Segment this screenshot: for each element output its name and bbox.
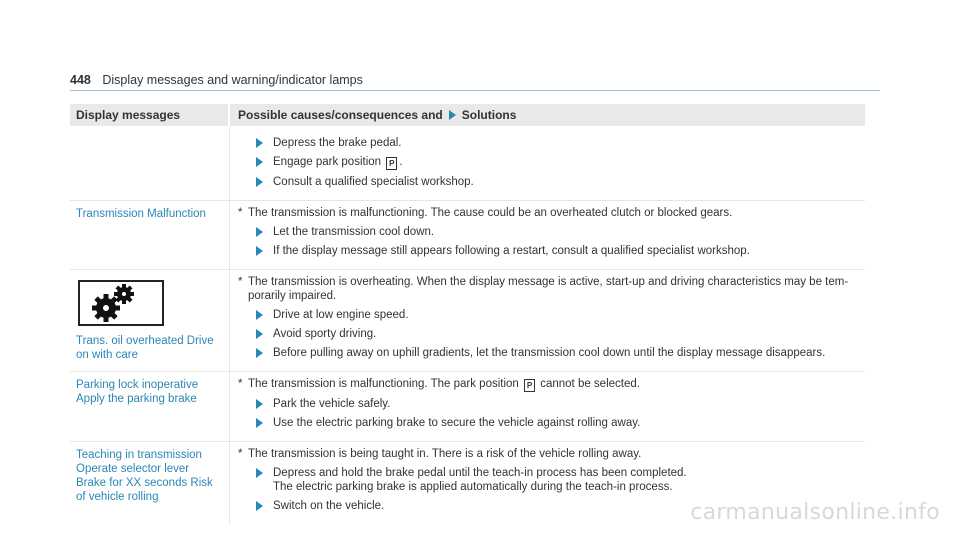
- display-message-text: Trans. oil overheated Drive: [76, 335, 214, 347]
- solution-arrow-icon: [256, 418, 263, 428]
- display-message-text: Teaching in transmission: [76, 449, 202, 461]
- solution-step: If the display message still appears following a restart, consult a qualified specialist workshop.: [230, 244, 865, 258]
- solution-step: Avoid sporty driving.: [230, 327, 865, 341]
- message-cell: [70, 126, 230, 200]
- cause-text: * The transmission is malfunctioning. The cause could be an overheated clutch or blocked gears.: [238, 207, 733, 219]
- message-cell: [70, 372, 230, 441]
- solution-arrow-icon: [256, 329, 263, 339]
- cause-text: * The transmission is being taught in. There is a risk of the vehicle rolling away.: [238, 448, 642, 460]
- display-message-text: Operate selector lever: [76, 463, 190, 475]
- page-number: 448: [70, 73, 91, 87]
- solution-arrow-icon: [256, 157, 263, 167]
- solution-arrow-icon: [256, 246, 263, 256]
- solution-step: Consult a qualified specialist workshop.: [230, 175, 865, 189]
- solution-arrow-icon: [256, 501, 263, 511]
- column-header-causes: Possible causes/consequences and Solutions: [238, 108, 517, 122]
- cause-text: * The transmission is malfunctioning. The park position P cannot be selected.: [238, 378, 640, 390]
- column-header-display-messages: Display messages: [70, 104, 230, 126]
- display-messages-table: [70, 104, 865, 524]
- message-cell: [70, 270, 230, 371]
- solution-step: Drive at low engine speed.: [230, 308, 865, 322]
- park-position-icon: P: [386, 157, 397, 170]
- solution-arrow-icon: [256, 399, 263, 409]
- solution-step: Engage park position P .: [230, 155, 865, 170]
- solution-arrow-icon: [256, 138, 263, 148]
- display-message-text: on with care: [76, 349, 139, 361]
- solution-cell: [230, 201, 865, 269]
- solution-arrow-icon: [449, 110, 456, 120]
- solution-arrow-icon: [256, 468, 263, 478]
- park-position-icon: P: [524, 379, 535, 392]
- solution-arrow-icon: [256, 310, 263, 320]
- page-title: Display messages and warning/indicator lamps: [102, 73, 363, 87]
- solution-step: Before pulling away on uphill gradients, let the transmission cool down until the display message disappears.: [230, 346, 865, 360]
- solution-cell: [230, 126, 865, 200]
- solution-step: Depress the brake pedal.: [230, 136, 865, 150]
- message-cell: [70, 442, 230, 524]
- display-message-text: Brake for XX seconds Risk: [76, 477, 213, 489]
- solution-arrow-icon: [256, 348, 263, 358]
- page-header: [70, 73, 363, 87]
- solution-cell: [230, 270, 865, 371]
- watermark: carmanualsonline.info: [690, 500, 940, 525]
- table-row: [70, 126, 865, 201]
- table-row: [70, 372, 865, 442]
- cause-text: * The transmission is overheating. When the display message is active, start-up and driving characteristics may be tem-porarily impaired.: [238, 276, 849, 302]
- solution-step: Let the transmission cool down.: [230, 225, 865, 239]
- solution-step: Switch on the vehicle.: [230, 499, 865, 513]
- table-row: [70, 270, 865, 372]
- table-header: [70, 104, 865, 126]
- display-message-text: Parking lock inoperative: [76, 379, 199, 391]
- transmission-overheat-icon: [78, 280, 164, 326]
- display-message-text: of vehicle rolling: [76, 491, 159, 503]
- message-cell: [70, 201, 230, 269]
- solution-step: Depress and hold the brake pedal until the teach-in process has been completed. The electric parking brake is applied automatically during the teach-in process.: [230, 466, 865, 494]
- solution-cell: [230, 372, 865, 441]
- display-message-text: Apply the parking brake: [76, 393, 197, 405]
- table-row: [70, 201, 865, 270]
- solution-arrow-icon: [256, 177, 263, 187]
- solution-step: Use the electric parking brake to secure the vehicle against rolling away.: [230, 416, 865, 430]
- solution-arrow-icon: [256, 227, 263, 237]
- display-message-text: Transmission Malfunction: [76, 208, 206, 220]
- solution-step: Park the vehicle safely.: [230, 397, 865, 411]
- header-rule: [70, 90, 880, 91]
